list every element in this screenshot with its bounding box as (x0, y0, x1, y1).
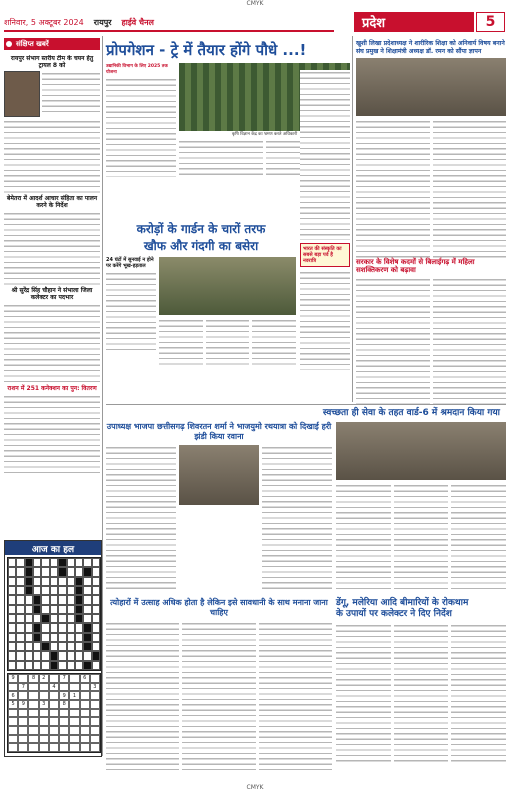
crossword-cell (25, 558, 33, 567)
brief-body-1b (4, 119, 100, 193)
lead-headline: प्रोपगेशन - ट्रे में तैयार होंगे पौधे ...! (106, 41, 307, 59)
brief-body-2 (4, 211, 100, 285)
right-top-story (356, 40, 506, 259)
puzzle-box (4, 540, 102, 757)
crossword-cell (16, 642, 24, 651)
crossword-cell (16, 567, 24, 576)
crossword-cell (16, 558, 24, 567)
sudoku-cell: 7 (18, 683, 28, 692)
crossword-cell (8, 614, 16, 623)
sudoku-cell (39, 735, 49, 744)
sudoku-cell (8, 709, 18, 718)
sudoku-grid (7, 673, 101, 753)
briefs-header (4, 38, 100, 50)
right-mid-headline: सरकार के विशेष कदमों से बिलाईगढ़ में महिला सशक्तिकरण को बढ़ावा (356, 258, 475, 274)
brief-headline-3: श्री सुरेंद्र सिंह चौहान ने संभाला जिला कलेक्टर का पदभार (11, 287, 93, 301)
crossword-cell (33, 586, 41, 595)
sudoku-cell (49, 743, 59, 752)
crossword-cell (16, 595, 24, 604)
crossword-cell (16, 577, 24, 586)
crossword-cell (41, 558, 49, 567)
crossword-cell (75, 586, 83, 595)
sudoku-cell: 3 (90, 683, 100, 692)
crossword-cell (92, 623, 100, 632)
crossword-cell (33, 577, 41, 586)
rally-body-2 (262, 445, 332, 590)
sudoku-cell (39, 743, 49, 752)
crossword-cell (50, 642, 58, 651)
sudoku-cell: 2 (39, 674, 49, 683)
garden-body-3 (206, 318, 250, 368)
sudoku-cell (18, 674, 28, 683)
crossword-cell (33, 651, 41, 660)
section-title: प्रदेश (354, 12, 474, 32)
sudoku-cell (80, 735, 90, 744)
sudoku-cell (80, 717, 90, 726)
sudoku-cell (59, 709, 69, 718)
sudoku-cell (49, 726, 59, 735)
sudoku-cell (59, 717, 69, 726)
crossword-cell (67, 558, 75, 567)
crossword-cell (50, 633, 58, 642)
sudoku-cell (90, 691, 100, 700)
sudoku-cell (39, 691, 49, 700)
sudoku-cell: 7 (59, 674, 69, 683)
crossword-cell (83, 577, 91, 586)
sudoku-cell (28, 691, 38, 700)
right-top-headline: खुशी लिखा प्रदेशाध्यक्ष ने शारीरिक शिक्षा को अनिवार्य विषय बनाने संघ प्रमुख ने शिक्षामंत्री अध्यक्ष डॉ. रमन को सौंपा ज्ञापन (356, 40, 505, 55)
crossword-cell (50, 661, 58, 670)
crossword-cell (92, 586, 100, 595)
portrait-photo (4, 71, 40, 117)
puzzle-title: आज का हल (5, 541, 101, 555)
crossword-cell (92, 605, 100, 614)
crossword-cell (75, 661, 83, 670)
crossword-cell (67, 614, 75, 623)
crossword-cell (8, 633, 16, 642)
cleanliness-body-1 (336, 483, 391, 593)
cleanliness-banner (106, 404, 506, 419)
cleanliness-headline: स्वच्छता ही सेवा के तहत वार्ड-6 में श्रमदान किया गया (322, 408, 500, 418)
sudoku-cell (8, 726, 18, 735)
festival-headline: त्योहारों में उत्साह अधिक होता है लेकिन इसे सावधानी के साथ मनाना जाना चाहिए (110, 598, 328, 617)
crossword-cell (67, 567, 75, 576)
sudoku-cell (8, 735, 18, 744)
crossword-cell (41, 623, 49, 632)
sudoku-cell (90, 735, 100, 744)
crossword-cell (33, 605, 41, 614)
sudoku-cell (49, 691, 59, 700)
sudoku-cell (28, 709, 38, 718)
column-divider (352, 36, 353, 402)
sudoku-cell: 9 (8, 674, 18, 683)
crossword-cell (58, 595, 66, 604)
crossword-cell (41, 595, 49, 604)
sudoku-cell (69, 674, 79, 683)
brand-text: हाईवे चैनल (121, 17, 154, 27)
crossword-cell (67, 595, 75, 604)
sudoku-cell (69, 743, 79, 752)
mid-column (300, 70, 350, 370)
color-registration-mark: CMYK (246, 0, 264, 7)
crossword-cell (75, 605, 83, 614)
city-text: रायपुर (93, 17, 112, 27)
dengue-headline-2: के उपायों पर कलेक्टर ने दिए निर्देश (336, 609, 452, 619)
crossword-cell (50, 595, 58, 604)
crossword-cell (8, 567, 16, 576)
crossword-cell (33, 614, 41, 623)
sudoku-cell: 9 (18, 700, 28, 709)
crossword-cell (58, 605, 66, 614)
crossword-cell (67, 577, 75, 586)
sudoku-cell (90, 717, 100, 726)
crossword-cell (75, 614, 83, 623)
sudoku-cell: 4 (49, 683, 59, 692)
sudoku-cell (49, 709, 59, 718)
dengue-story (336, 598, 506, 763)
crossword-cell (16, 586, 24, 595)
garden-photo (159, 257, 296, 315)
right-top-body-2 (433, 119, 507, 259)
lead-body-2 (179, 139, 263, 175)
rally-headline: उपाध्यक्ष भाजपा छत्तीसगढ़ शिवरतन शर्मा ने भाजयुमो रथयात्रा को दिखाई हरी झंडी किया रवाना (106, 422, 332, 441)
sudoku-cell (59, 735, 69, 744)
sudoku-cell (49, 700, 59, 709)
sudoku-cell (18, 709, 28, 718)
crossword-cell (83, 661, 91, 670)
briefs-column (4, 55, 100, 535)
crossword-cell (8, 642, 16, 651)
sudoku-cell (80, 691, 90, 700)
crossword-cell (83, 558, 91, 567)
crossword-cell (58, 651, 66, 660)
crossword-cell (83, 651, 91, 660)
sudoku-cell (8, 743, 18, 752)
garden-headline-1: करोड़ों के गार्डन के चारों तरफ (136, 222, 266, 236)
crossword-cell (58, 661, 66, 670)
lead-photo-caption: कृषि विज्ञान केंद्र का भ्रमण करते अधिकारी (231, 132, 298, 137)
sudoku-cell: 9 (59, 691, 69, 700)
garden-headline-2: खौफ और गंदगी का बसेरा (143, 239, 259, 253)
crossword-cell (92, 661, 100, 670)
garden-body-4 (252, 318, 296, 368)
crossword-cell (25, 633, 33, 642)
crossword-cell (58, 567, 66, 576)
group-photo (356, 58, 506, 116)
crossword-cell (75, 595, 83, 604)
crossword-cell (92, 633, 100, 642)
cleanliness-story (336, 422, 506, 593)
sudoku-cell: 5 (8, 700, 18, 709)
dengue-body-1 (336, 623, 391, 763)
crossword-cell (58, 558, 66, 567)
festival-story (106, 598, 332, 771)
crossword-cell (75, 633, 83, 642)
sudoku-cell: 1 (69, 691, 79, 700)
sudoku-cell (39, 726, 49, 735)
brief-body-4 (4, 394, 100, 474)
crossword-cell (41, 661, 49, 670)
dengue-headline-1: डेंगू, मलेरिया आदि बीमारियों के रोकथाम (336, 598, 469, 608)
crossword-cell (50, 558, 58, 567)
crossword-cell (8, 605, 16, 614)
crossword-cell (83, 642, 91, 651)
sudoku-cell (18, 726, 28, 735)
mid-body (300, 70, 350, 240)
sudoku-cell (90, 674, 100, 683)
lead-body-1 (106, 77, 176, 177)
crossword-cell (67, 642, 75, 651)
crossword-cell (33, 558, 41, 567)
sudoku-cell (18, 743, 28, 752)
crossword-cell (50, 614, 58, 623)
right-mid-body-1 (356, 277, 430, 407)
crossword-cell (25, 567, 33, 576)
brief-headline-4: राशन में 251 कनेक्शन का पुन: वितरण (7, 385, 97, 392)
sudoku-cell (90, 743, 100, 752)
sudoku-cell (18, 717, 28, 726)
sudoku-cell (69, 700, 79, 709)
crossword-cell (41, 614, 49, 623)
brief-headline-1: रायपुर संभाग स्तरीय टीम के चयन हेतु ट्रायल 8 को (10, 55, 94, 69)
crossword-cell (25, 661, 33, 670)
crossword-cell (58, 633, 66, 642)
crossword-cell (58, 577, 66, 586)
sudoku-cell (80, 709, 90, 718)
crossword-cell (67, 633, 75, 642)
crossword-cell (8, 595, 16, 604)
sudoku-cell (28, 743, 38, 752)
crossword-cell (33, 661, 41, 670)
crossword-cell (50, 605, 58, 614)
rally-photo (179, 445, 259, 505)
crossword-cell (50, 651, 58, 660)
sudoku-cell (80, 726, 90, 735)
crossword-cell (33, 567, 41, 576)
crossword-cell (41, 586, 49, 595)
crossword-cell (92, 558, 100, 567)
sudoku-cell (28, 683, 38, 692)
sudoku-cell (28, 726, 38, 735)
crossword-cell (75, 651, 83, 660)
crossword-cell (58, 586, 66, 595)
sudoku-cell (69, 709, 79, 718)
sudoku-cell (90, 709, 100, 718)
garden-body-2 (159, 318, 203, 368)
sudoku-cell (39, 683, 49, 692)
sudoku-cell (80, 700, 90, 709)
crossword-cell (67, 605, 75, 614)
crossword-cell (67, 661, 75, 670)
sudoku-cell (39, 717, 49, 726)
highlight-box: भारत की संस्कृति का सबसे बड़ा पर्व है नवरात्रि (300, 243, 350, 267)
sudoku-cell (49, 674, 59, 683)
bullet-icon (6, 41, 12, 47)
sudoku-cell (28, 717, 38, 726)
crossword-grid (7, 557, 101, 671)
crossword-cell (41, 605, 49, 614)
crossword-cell (58, 614, 66, 623)
crossword-cell (16, 605, 24, 614)
sudoku-cell (59, 683, 69, 692)
festival-body-1 (106, 621, 179, 771)
sudoku-cell (59, 726, 69, 735)
crossword-cell (8, 661, 16, 670)
sudoku-cell: 8 (28, 674, 38, 683)
crossword-cell (25, 595, 33, 604)
sudoku-cell (90, 726, 100, 735)
crossword-cell (8, 586, 16, 595)
crossword-cell (25, 642, 33, 651)
right-mid-story (356, 258, 506, 407)
crossword-cell (33, 642, 41, 651)
sudoku-cell: 6 (80, 674, 90, 683)
crossword-cell (92, 577, 100, 586)
brief-headline-2: बेमेतरा में आदर्श आचार संहिता का पालन करने के निर्देश (6, 195, 98, 209)
crossword-cell (67, 586, 75, 595)
crossword-cell (58, 623, 66, 632)
garden-subhead: 24 घंटों में सुनवाई न होने पर करेंगे भूख-हड़ताल (106, 257, 154, 269)
rally-body-1 (106, 445, 176, 590)
page-number: 5 (476, 12, 505, 32)
mid-body-2 (300, 270, 350, 370)
crossword-cell (75, 567, 83, 576)
crossword-cell (75, 623, 83, 632)
crossword-cell (25, 623, 33, 632)
crossword-cell (58, 642, 66, 651)
crossword-cell (50, 567, 58, 576)
crossword-cell (41, 651, 49, 660)
sudoku-cell (59, 743, 69, 752)
crossword-cell (50, 586, 58, 595)
crossword-cell (41, 642, 49, 651)
crossword-cell (8, 651, 16, 660)
crossword-cell (33, 633, 41, 642)
lead-kicker: उद्यानिकी विभाग के लिए 2025 तक योजना (106, 64, 168, 75)
sudoku-cell (8, 717, 18, 726)
festival-body-2 (182, 621, 255, 771)
page-header (4, 12, 505, 32)
crossword-cell (67, 651, 75, 660)
sudoku-cell: 8 (59, 700, 69, 709)
crossword-cell (75, 642, 83, 651)
sudoku-cell (69, 726, 79, 735)
crossword-cell (83, 614, 91, 623)
right-mid-body-2 (433, 277, 507, 407)
crossword-cell (83, 586, 91, 595)
crossword-cell (25, 577, 33, 586)
crossword-cell (16, 651, 24, 660)
sudoku-cell (18, 735, 28, 744)
crossword-cell (92, 567, 100, 576)
sudoku-cell (69, 683, 79, 692)
crossword-cell (92, 614, 100, 623)
sudoku-cell (80, 683, 90, 692)
dengue-body-3 (451, 623, 506, 763)
sudoku-cell: 3 (39, 700, 49, 709)
crossword-cell (41, 577, 49, 586)
crossword-cell (92, 651, 100, 660)
brief-body-3 (4, 303, 100, 383)
festival-body-3 (259, 621, 332, 771)
crossword-cell (25, 605, 33, 614)
cleanliness-body-3 (451, 483, 506, 593)
sudoku-cell (28, 735, 38, 744)
brief-body-1 (42, 71, 100, 115)
crossword-cell (83, 595, 91, 604)
crossword-cell (67, 623, 75, 632)
crossword-cell (92, 595, 100, 604)
crossword-cell (83, 605, 91, 614)
crossword-cell (16, 623, 24, 632)
crossword-cell (75, 558, 83, 567)
sudoku-cell (8, 683, 18, 692)
crossword-cell (92, 642, 100, 651)
column-divider (102, 36, 103, 756)
garden-body-1 (106, 271, 156, 351)
crossword-cell (33, 623, 41, 632)
right-top-body-1 (356, 119, 430, 259)
sudoku-cell (49, 735, 59, 744)
sudoku-cell (18, 691, 28, 700)
dateline (4, 14, 334, 32)
crossword-cell (16, 661, 24, 670)
crossword-cell (75, 577, 83, 586)
sudoku-cell (90, 700, 100, 709)
crossword-cell (8, 577, 16, 586)
crossword-cell (8, 623, 16, 632)
crossword-cell (50, 577, 58, 586)
cleanliness-body-2 (394, 483, 449, 593)
sudoku-cell (49, 717, 59, 726)
rally-story (106, 422, 332, 590)
sudoku-cell (69, 735, 79, 744)
crossword-cell (33, 595, 41, 604)
crossword-cell (83, 567, 91, 576)
crossword-cell (25, 614, 33, 623)
sudoku-cell: 6 (8, 691, 18, 700)
color-registration-mark-bottom: CMYK (246, 784, 264, 791)
garden-story (106, 220, 296, 368)
crossword-cell (41, 567, 49, 576)
crossword-cell (25, 651, 33, 660)
dengue-body-2 (394, 623, 449, 763)
sudoku-cell (80, 743, 90, 752)
cleanliness-photo (336, 422, 506, 480)
sudoku-cell (69, 717, 79, 726)
crossword-cell (83, 633, 91, 642)
crossword-cell (25, 586, 33, 595)
sudoku-cell (28, 700, 38, 709)
crossword-cell (41, 633, 49, 642)
crossword-cell (16, 614, 24, 623)
briefs-header-label: संक्षिप्त खबरें (16, 39, 49, 48)
crossword-cell (83, 623, 91, 632)
crossword-cell (16, 633, 24, 642)
sudoku-cell (39, 709, 49, 718)
date-text: शनिवार, 5 अक्टूबर 2024 (4, 17, 84, 27)
crossword-cell (50, 623, 58, 632)
crossword-cell (8, 558, 16, 567)
